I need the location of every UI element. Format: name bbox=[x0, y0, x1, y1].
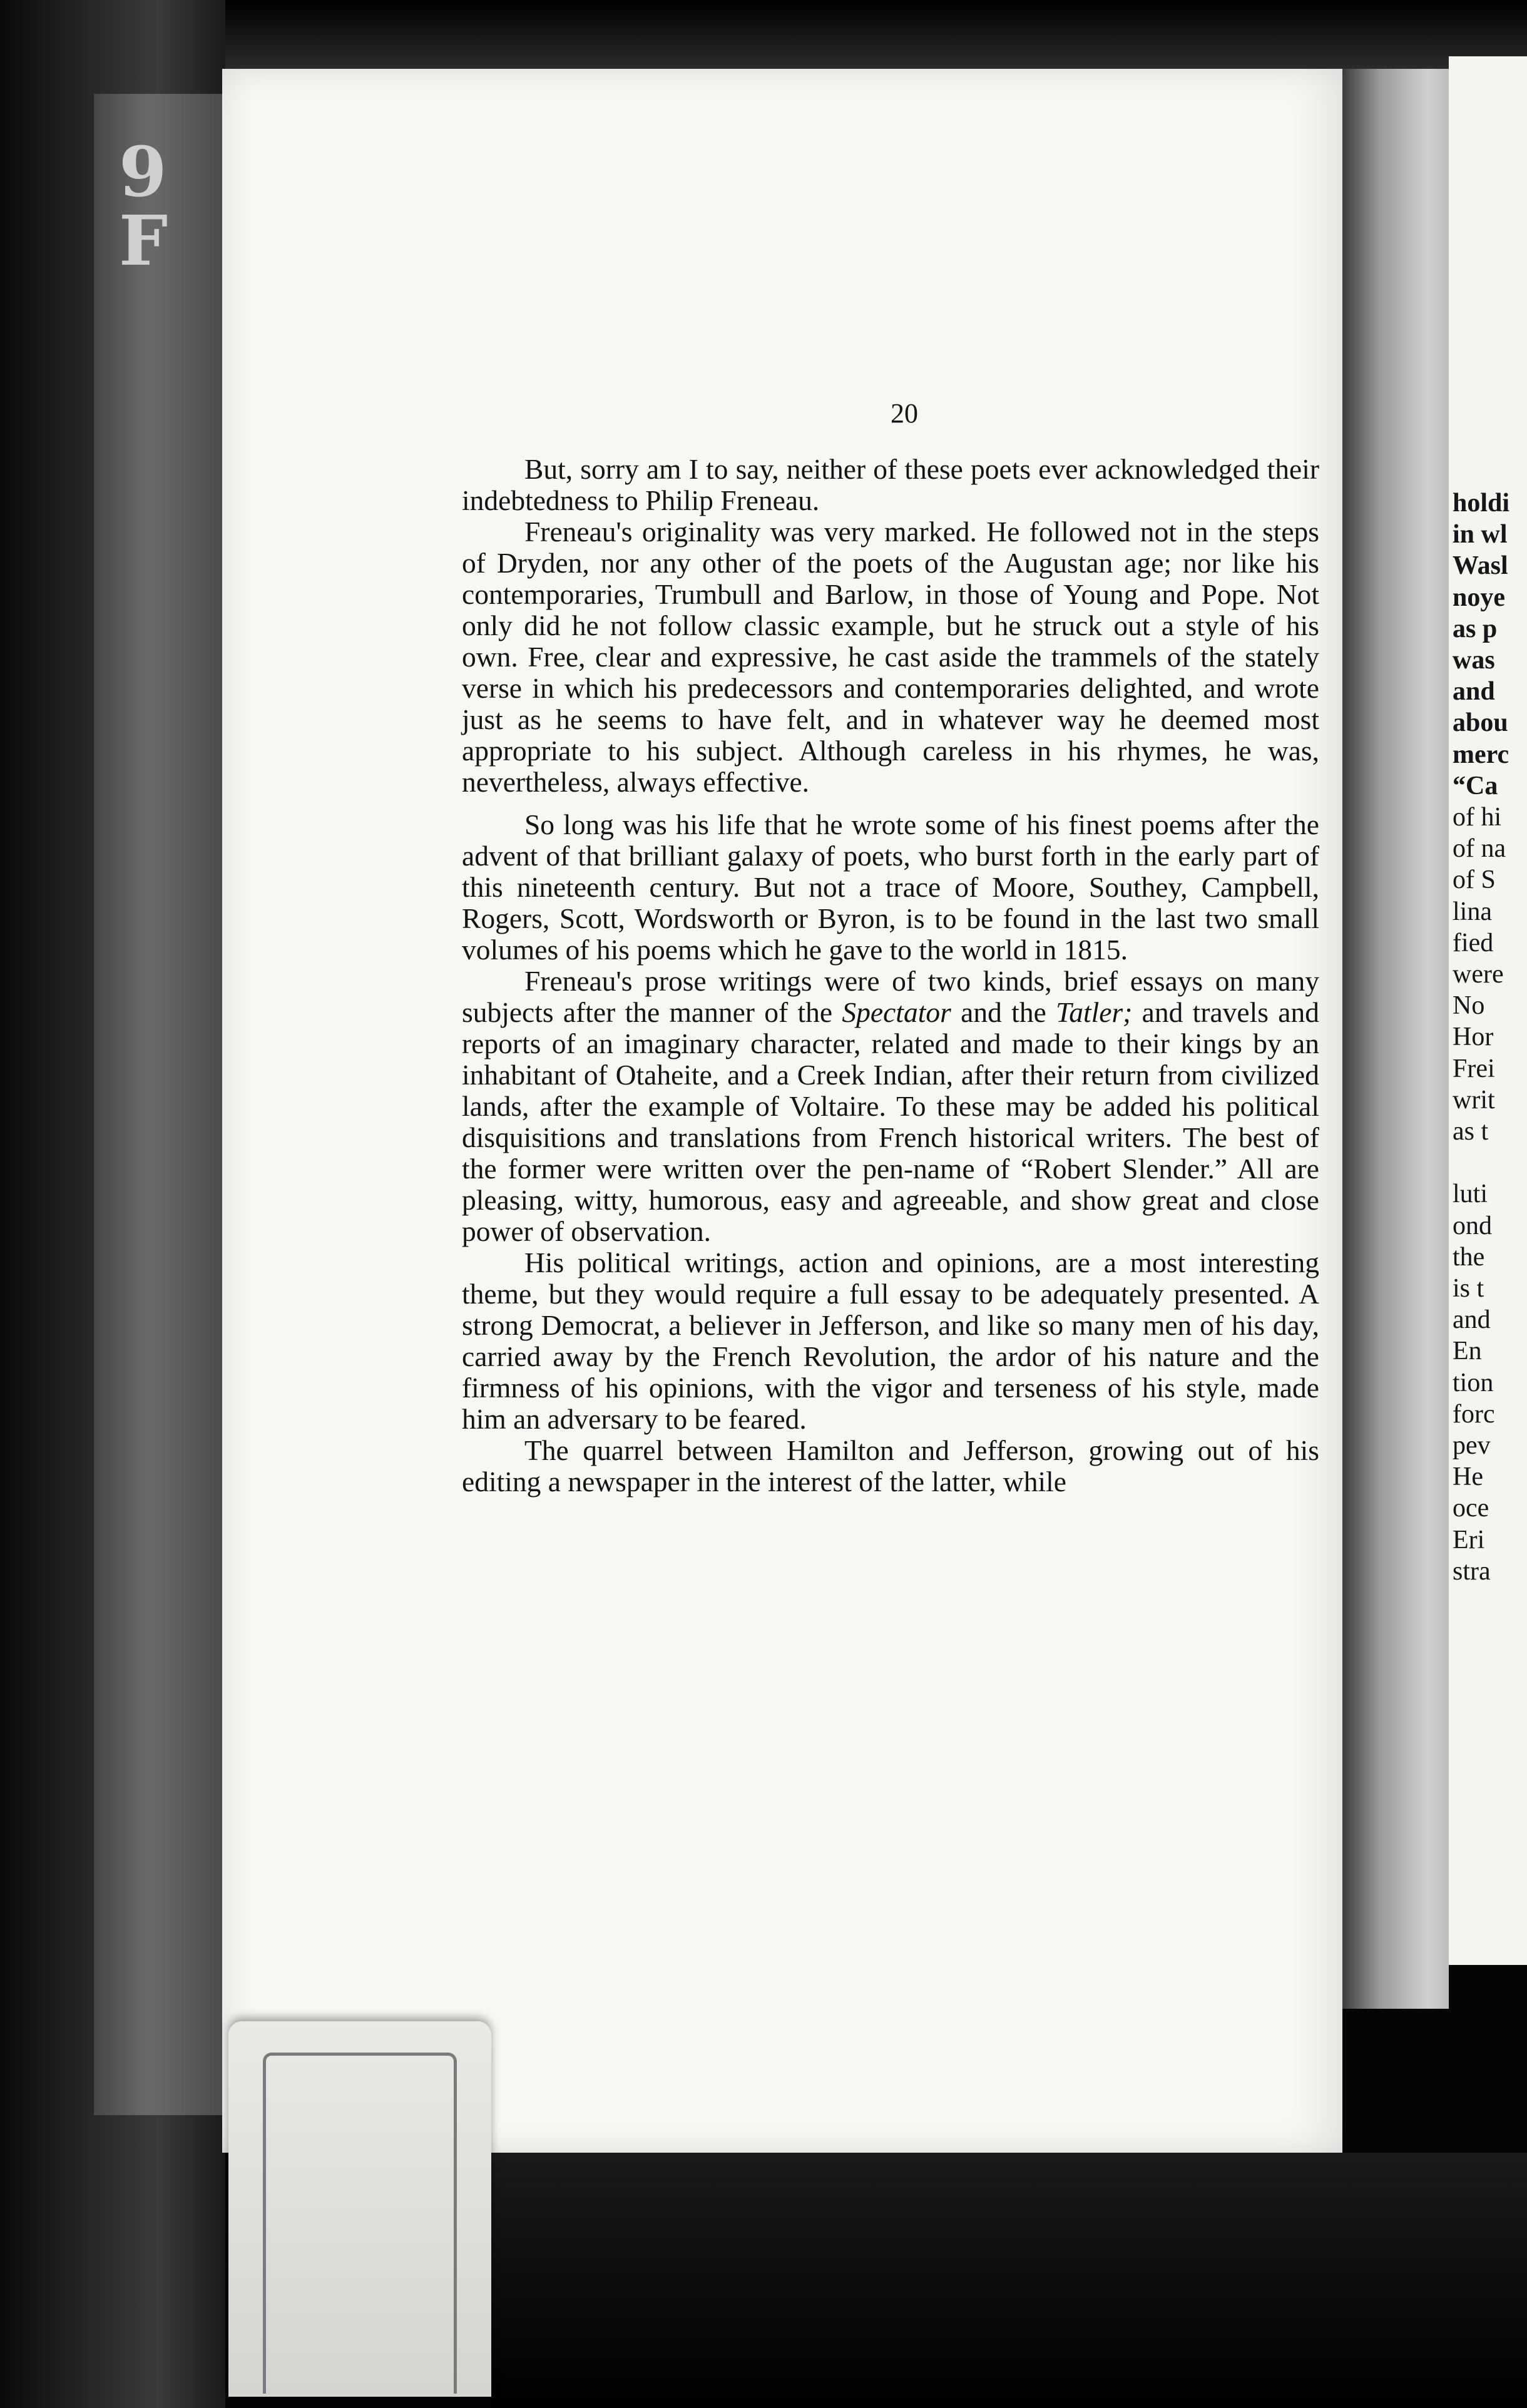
facing-page-line: as t bbox=[1453, 1117, 1489, 1146]
facing-page-line: “Ca bbox=[1453, 771, 1498, 800]
facing-page-line: was bbox=[1453, 646, 1495, 675]
paragraph bbox=[462, 454, 1319, 516]
facing-page-line: and bbox=[1453, 677, 1495, 707]
page-body bbox=[462, 454, 1319, 1497]
spine-mark: 9 bbox=[119, 131, 170, 212]
paragraph-text: The quarrel between Hamilton and Jefferson, growing out of his editing a newspaper in the interest of the latter, while bbox=[462, 1434, 1319, 1497]
facing-page-line: tion bbox=[1453, 1368, 1494, 1397]
facing-page-line: forc bbox=[1453, 1399, 1495, 1429]
top-shadow bbox=[225, 0, 1527, 69]
paragraph bbox=[462, 966, 1319, 1247]
paragraph-text: and the bbox=[951, 996, 1056, 1028]
bottom-shadow bbox=[491, 2153, 1527, 2408]
facing-page-line: Eri bbox=[1453, 1525, 1485, 1554]
facing-page-line: En bbox=[1453, 1337, 1482, 1366]
flap-outline bbox=[263, 2053, 457, 2394]
facing-page-line: of hi bbox=[1453, 803, 1502, 832]
facing-page-line: and bbox=[1453, 1305, 1491, 1335]
facing-page-line: holdi bbox=[1453, 489, 1510, 518]
facing-page-line: oce bbox=[1453, 1494, 1489, 1523]
facing-page-line: No bbox=[1453, 991, 1485, 1021]
paragraph bbox=[462, 809, 1319, 966]
facing-page-line: of na bbox=[1453, 834, 1506, 864]
facing-page-line: merc bbox=[1453, 740, 1509, 769]
facing-page-line: fied bbox=[1453, 928, 1494, 957]
facing-page-line: Hor bbox=[1453, 1023, 1494, 1052]
facing-page-line: abou bbox=[1453, 708, 1508, 738]
facing-page-line: lina bbox=[1453, 897, 1492, 926]
facing-page bbox=[1449, 56, 1527, 1965]
paragraph-text: Freneau's originality was very marked. He followed not in the steps of Dryden, nor any other of the poets of the Augustan age; nor like his contemporaries, Trumbull and Barlow, in those of Young and Pope. Not only did he not follow classic example, but he struck out a style of his own. Free, clear and expressive, he cast aside the trammels of the stately verse in which his predecessors and contemporaries delighted, and wrote just as he seems to have felt, and in whatever way he deemed most appropriate to his subject. Although careless in his rhymes, he was, nevertheless, always effective. bbox=[462, 516, 1319, 798]
spine-mark: F bbox=[119, 200, 171, 281]
cover-edge bbox=[94, 94, 225, 2115]
facing-page-line: as p bbox=[1453, 614, 1498, 643]
paragraph-text: But, sorry am I to say, neither of these poets ever acknowledged their indebtedness to Philip Freneau. bbox=[462, 453, 1319, 516]
facing-page-line: luti bbox=[1453, 1180, 1488, 1209]
facing-page-line: were bbox=[1453, 960, 1504, 989]
facing-page-line: stra bbox=[1453, 1556, 1491, 1586]
facing-page-line: He bbox=[1453, 1462, 1483, 1492]
facing-page-line: of S bbox=[1453, 865, 1496, 895]
page-gutter bbox=[1342, 69, 1449, 2009]
facing-page-line: in wl bbox=[1453, 520, 1508, 549]
facing-page-line: Wasl bbox=[1453, 551, 1508, 581]
page-number: 20 bbox=[891, 398, 918, 429]
folded-paper-flap bbox=[228, 2021, 491, 2397]
facing-page-line: is t bbox=[1453, 1274, 1484, 1303]
facing-page-line: writ bbox=[1453, 1085, 1495, 1115]
paragraph-text: and travels and reports of an imaginary character, related and made to their kings by an inhabitant of Otaheite, and a Creek Indian, after their return from civilized lands, after the example of Voltaire. To these may be added his political disquisitions and translations from French historical writers. The best of the former were written over the pen-name of “Robert Slender.” All are pleasing, witty, humorous, easy and agreeable, and show great and close power of observation. bbox=[462, 996, 1319, 1247]
facing-page-line: the bbox=[1453, 1242, 1485, 1272]
paragraph-text: So long was his life that he wrote some of his finest poems after the advent of that brilliant galaxy of poets, who burst forth in the early part of this nineteenth century. But not a trace of Moore, Southey, Campbell, Rogers, Scott, Wordsworth or Byron, is to be found in the last two small volumes of his poems which he gave to the world in 1815. bbox=[462, 809, 1319, 966]
facing-page-line: ond bbox=[1453, 1211, 1492, 1240]
paragraph-text: Freneau's prose writings were of two kinds, brief essays on many subjects after the manner of the bbox=[462, 965, 1319, 1028]
paragraph-text: His political writings, action and opinions, are a most interesting theme, but they would require a full essay to be adequately presented. A strong Democrat, a believer in Jefferson, and like so many men of his day, carried away by the French Revolution, the ardor of his nature and the firmness of his opinions, with the vigor and terseness of his style, made him an adversary to be feared. bbox=[462, 1247, 1319, 1435]
italic-title: Spectator bbox=[842, 996, 951, 1028]
italic-title: Tatler; bbox=[1056, 996, 1133, 1028]
paragraph bbox=[462, 516, 1319, 798]
facing-page-line: Frei bbox=[1453, 1054, 1495, 1083]
facing-page-line: pev bbox=[1453, 1431, 1491, 1460]
paragraph bbox=[462, 1435, 1319, 1497]
paragraph bbox=[462, 1247, 1319, 1435]
facing-page-line: noye bbox=[1453, 583, 1505, 612]
